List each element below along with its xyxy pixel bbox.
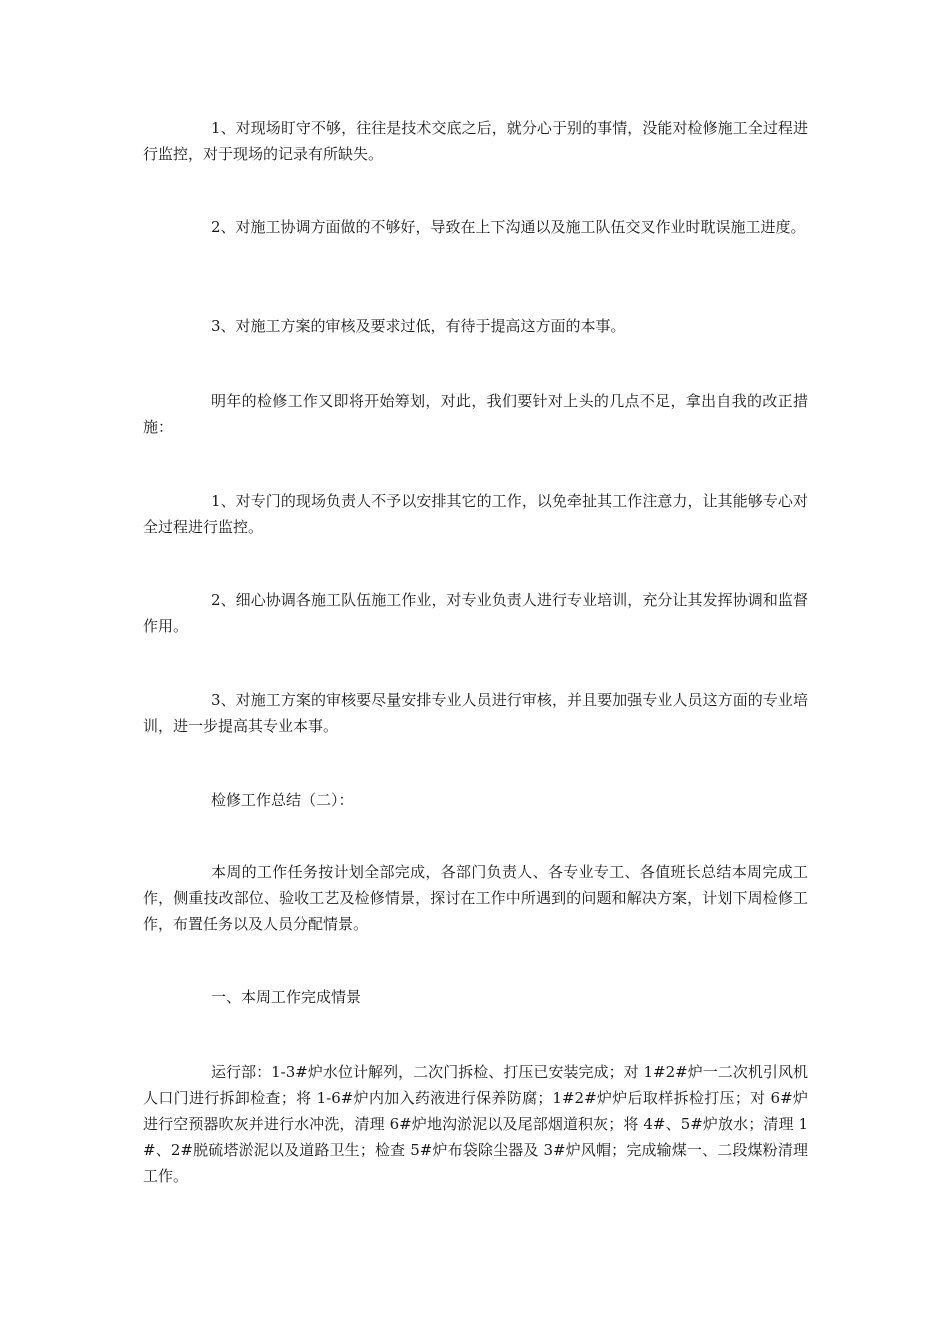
improvement-intro-paragraph: 明年的检修工作又即将开始筹划，对此，我们要针对上头的几点不足，拿出自我的改正措施： [143,392,808,436]
measure-2-paragraph: 2、细心协调各施工队伍施工作业，对专业负责人进行专业培训，充分让其发挥协调和监督作用。 [143,591,808,635]
issue-1-paragraph: 1、对现场盯守不够，往往是技术交底之后，就分心于别的事情，没能对检修施工全过程进行监控，对于现场的记录有所缺失。 [143,119,808,163]
weekly-summary-paragraph: 本周的工作任务按计划全部完成，各部门负责人、各专业专工、各值班长总结本周完成工作，侧重技改部位、验收工艺及检修情景，探讨在工作中所遇到的问题和解决方案，计划下周检修工作，布置任务以及人员分配情景。 [143,863,808,933]
section-heading-summary-two: 检修工作总结（二）： [211,791,354,809]
section-heading-weekly-status: 一、本周工作完成情景 [211,988,362,1006]
issue-3-paragraph: 3、对施工方案的审核及要求过低，有待于提高这方面的本事。 [211,317,626,335]
measure-1-paragraph: 1、对专门的现场负责人不予以安排其它的工作，以免牵扯其工作注意力，让其能够专心对全过程进行监控。 [143,492,808,536]
operations-dept-paragraph: 运行部：1-3#炉水位计解列，二次门拆检、打压已安装完成；对 1#2#炉一二次机引风机人口门进行拆卸检查；将 1-6#炉内加入药液进行保养防腐；1#2#炉炉后取样拆检打压；对 6#炉进行空预器吹灰并进行水冲洗，清理 6#炉地沟淤泥以及尾部烟道积灰；将 4#、5#炉放水；清理 1#、2#脱硫塔淤泥以及道路卫生；检查 5#炉布袋除尘器及 3#炉风帽；完成输煤一、二段煤粉清理工作。 [143,1063,808,1185]
issue-2-paragraph: 2、对施工协调方面做的不够好，导致在上下沟通以及施工队伍交叉作业时耽误施工进度。 [211,218,806,236]
measure-3-paragraph: 3、对施工方案的审核要尽量安排专业人员进行审核，并且要加强专业人员这方面的专业培训，进一步提高其专业本事。 [143,691,808,735]
